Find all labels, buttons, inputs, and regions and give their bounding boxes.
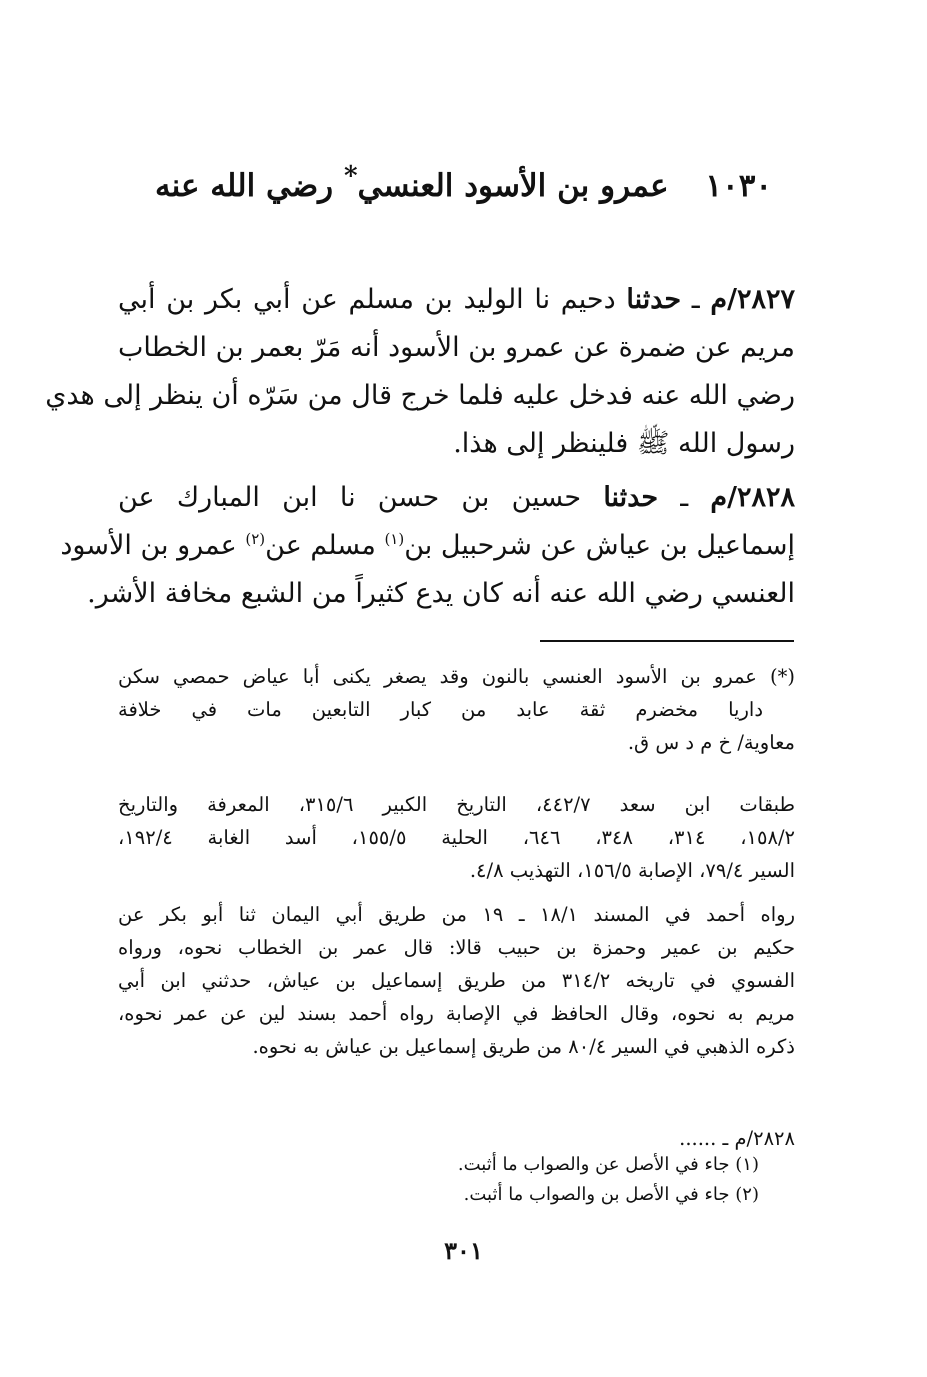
note-line: ذكره الذهبي في السير ٨٠/٤ من طريق إسماعيل بن عياش به نحوه. xyxy=(252,1035,795,1058)
note-line: رواه أحمد في المسند ١٨/١ ـ ١٩ من طريق أبي اليمان ثنا أبو بكر عن xyxy=(118,903,795,926)
footnote-1-marker: (١) xyxy=(384,530,405,548)
hadith-text: مسلم عن xyxy=(265,530,385,561)
entry-number: ١٠٣٠ xyxy=(705,168,772,204)
footnote-1: (١) جاء في الأصل عن والصواب ما أثبت. xyxy=(457,1154,759,1175)
hadith-verb: حدثنا xyxy=(626,284,682,315)
entry-honorific: رضي الله عنه xyxy=(155,168,334,204)
hadith-dash: ـ xyxy=(681,284,711,315)
sources-note xyxy=(118,788,795,887)
hadith-line: رضي الله عنه فدخل عليه فلما خرج قال من سَرّه أن ينظر إلى هدي xyxy=(45,380,795,411)
footnote-2-marker: (٢) xyxy=(245,530,266,548)
entry-title: عمرو بن الأسود العنسي xyxy=(357,168,669,204)
note-line: (*) عمرو بن الأسود العنسي بالنون وقد يصغر يكنى أبا عياض حمصي سكن xyxy=(118,665,795,688)
bio-note-marker: * xyxy=(343,161,358,192)
hadith-2828 xyxy=(60,474,795,618)
hadith-text: حسين بن حسن نا ابن المبارك عن xyxy=(118,482,604,513)
hadith-line xyxy=(118,276,795,324)
bio-note xyxy=(118,660,795,759)
page-number: ٣٠١ xyxy=(444,1236,483,1265)
hadith-number: ٢٨٢٨/م xyxy=(710,482,795,513)
note-line: السير ٧٩/٤، الإصابة ١٥٦/٥، التهذيب ٤/٨. xyxy=(469,859,795,882)
hadith-text: عمرو بن الأسود xyxy=(60,530,246,561)
note-line: معاوية/ خ م د س ق. xyxy=(627,731,795,754)
entry-heading xyxy=(150,161,777,204)
hadith-text: إسماعيل بن عياش عن شرحبيل بن xyxy=(404,530,795,561)
hadith-line: مريم عن ضمرة عن عمرو بن الأسود أنه مَرّ بعمر بن الخطاب xyxy=(118,332,795,363)
takhrij-note xyxy=(118,898,795,1063)
footnote-2: (٢) جاء في الأصل بن والصواب ما أثبت. xyxy=(463,1184,759,1205)
hadith-2827 xyxy=(45,276,795,468)
hadith-line xyxy=(60,522,795,570)
note-line: ١٥٨/٢، ٣١٤، ٣٤٨، ٦٤٦، الحلية ١٥٥/٥، أسد الغابة ١٩٢/٤، xyxy=(118,826,795,849)
hadith-line: العنسي رضي الله عنه أنه كان يدع كثيراً من الشبع مخافة الأشر. xyxy=(87,578,795,609)
hadith-text: دحيم نا الوليد بن مسلم عن أبي بكر بن أبي xyxy=(118,284,627,315)
note-line: حكيم بن عمير وحمزة بن حبيب قالا: قال عمر بن الخطاب نحوه، ورواه xyxy=(118,936,795,959)
hadith-dash: ـ xyxy=(658,482,711,513)
hadith-verb: حدثنا xyxy=(603,482,659,513)
notes-separator xyxy=(540,640,794,642)
note-line: داريا مخضرم ثقة عابد من كبار التابعين مات في خلافة xyxy=(118,698,763,721)
hadith-line: رسول الله ﷺ فلينظر إلى هذا. xyxy=(453,428,795,459)
note-line: مريم به نحوه، وقال الحافظ في الإصابة رواه أحمد بسند لين عن عمر نحوه، xyxy=(118,1002,795,1025)
hadith-number: ٢٨٢٧/م xyxy=(710,284,795,315)
hadith-line xyxy=(118,474,795,522)
note-line: ٢٨٢٨/م ـ ...... xyxy=(679,1127,795,1150)
note-line: طبقات ابن سعد ٤٤٢/٧، التاريخ الكبير ٣١٥/٦، المعرفة والتاريخ xyxy=(118,793,795,816)
footnotes xyxy=(458,1150,759,1210)
note-line: الفسوي في تاريخه ٣١٤/٢ من طريق إسماعيل بن عياش، حدثني ابن أبي xyxy=(118,969,795,992)
